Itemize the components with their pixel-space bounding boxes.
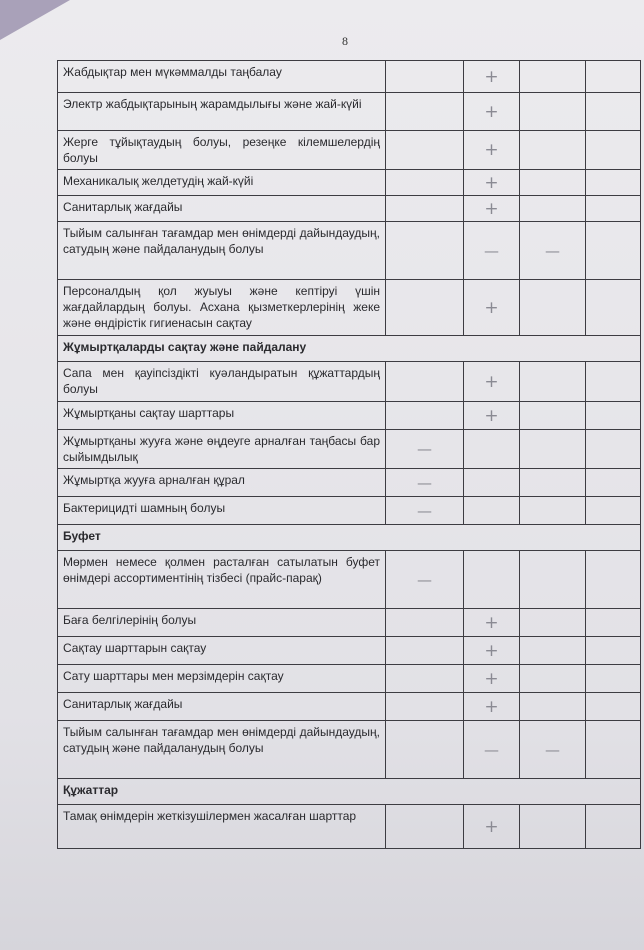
mark-cell-c3: +: [464, 131, 520, 170]
mark-cell-c5: [586, 131, 641, 170]
mark-cell-c2: —: [386, 497, 464, 525]
mark-cell-c3: +: [464, 693, 520, 721]
criterion-text: Тамақ өнімдерін жеткізушілермен жасалған шарттар: [58, 805, 386, 849]
mark-cell-c3: +: [464, 609, 520, 637]
mark-cell-c4: [520, 61, 586, 93]
mark-cell-c4: [520, 430, 586, 469]
mark-cell-c4: [520, 693, 586, 721]
section-heading: Жұмыртқаларды сақтау және пайдалану: [58, 336, 641, 362]
mark-cell-c5: [586, 805, 641, 849]
table-row: [58, 721, 641, 779]
section-row: [58, 525, 641, 551]
mark-cell-c3: +: [464, 637, 520, 665]
table-row: [58, 665, 641, 693]
criterion-text: Жабдықтар мен мүкәммалды таңбалау: [58, 61, 386, 93]
criterion-text: Тыйым салынған тағамдар мен өнімдерді дайындаудың, сатудың және пайдаланудың болуы: [58, 222, 386, 280]
mark-cell-c5: [586, 721, 641, 779]
mark-cell-c2: [386, 402, 464, 430]
mark-cell-c2: —: [386, 430, 464, 469]
mark-cell-c5: [586, 222, 641, 280]
mark-cell-c3: [464, 497, 520, 525]
table-row: [58, 805, 641, 849]
mark-cell-c3: —: [464, 721, 520, 779]
criterion-text: Тыйым салынған тағамдар мен өнімдерді дайындаудың, сатудың және пайдаланудың болуы: [58, 721, 386, 779]
criterion-text: Жұмыртқаны сақтау шарттары: [58, 402, 386, 430]
mark-cell-c2: [386, 362, 464, 402]
mark-cell-c2: [386, 693, 464, 721]
criterion-text: Сату шарттары мен мерзімдерін сақтау: [58, 665, 386, 693]
section-heading: Құжаттар: [58, 779, 641, 805]
criterion-text: Санитарлық жағдайы: [58, 196, 386, 222]
mark-cell-c2: [386, 721, 464, 779]
mark-cell-c3: —: [464, 222, 520, 280]
mark-cell-c5: [586, 665, 641, 693]
criterion-text: Сапа мен қауіпсіздікті куәландыратын құжаттардың болуы: [58, 362, 386, 402]
table-row: [58, 280, 641, 336]
mark-cell-c2: —: [386, 551, 464, 609]
mark-cell-c3: [464, 551, 520, 609]
mark-cell-c5: [586, 196, 641, 222]
criterion-text: Жұмыртқаны жууға және өңдеуге арналған таңбасы бар сыйымдылық: [58, 430, 386, 469]
criterion-text: Баға белгілерінің болуы: [58, 609, 386, 637]
mark-cell-c3: +: [464, 805, 520, 849]
mark-cell-c5: [586, 637, 641, 665]
table-row: [58, 93, 641, 131]
mark-cell-c4: [520, 637, 586, 665]
mark-cell-c2: [386, 609, 464, 637]
mark-cell-c2: [386, 170, 464, 196]
mark-cell-c5: [586, 93, 641, 131]
mark-cell-c2: —: [386, 469, 464, 497]
mark-cell-c3: +: [464, 61, 520, 93]
checklist-table: [57, 60, 641, 849]
mark-cell-c5: [586, 402, 641, 430]
mark-cell-c3: +: [464, 170, 520, 196]
mark-cell-c3: +: [464, 280, 520, 336]
mark-cell-c4: [520, 170, 586, 196]
mark-cell-c4: [520, 196, 586, 222]
criterion-text: Бактерицидті шамның болуы: [58, 497, 386, 525]
criterion-text: Мөрмен немесе қолмен расталған сатылатын буфет өнімдері ассортиментінің тізбесі (прайс-парақ): [58, 551, 386, 609]
mark-cell-c5: [586, 280, 641, 336]
mark-cell-c2: [386, 280, 464, 336]
mark-cell-c5: [586, 61, 641, 93]
criterion-text: Жерге тұйықтаудың болуы, резеңке кілемшелердің болуы: [58, 131, 386, 170]
table-row: [58, 430, 641, 469]
table-row: [58, 402, 641, 430]
mark-cell-c4: [520, 551, 586, 609]
mark-cell-c4: [520, 805, 586, 849]
table-row: [58, 497, 641, 525]
mark-cell-c3: +: [464, 93, 520, 131]
mark-cell-c4: [520, 362, 586, 402]
mark-cell-c4: [520, 497, 586, 525]
criterion-text: Электр жабдықтарының жарамдылығы және жай-күйі: [58, 93, 386, 131]
mark-cell-c4: —: [520, 222, 586, 280]
mark-cell-c2: [386, 805, 464, 849]
mark-cell-c5: [586, 362, 641, 402]
mark-cell-c3: [464, 469, 520, 497]
table-row: [58, 551, 641, 609]
mark-cell-c5: [586, 551, 641, 609]
section-row: [58, 779, 641, 805]
mark-cell-c2: [386, 222, 464, 280]
mark-cell-c2: [386, 61, 464, 93]
mark-cell-c5: [586, 693, 641, 721]
mark-cell-c4: [520, 280, 586, 336]
mark-cell-c4: [520, 131, 586, 170]
mark-cell-c3: +: [464, 402, 520, 430]
mark-cell-c3: +: [464, 665, 520, 693]
criterion-text: Жұмыртқа жууға арналған құрал: [58, 469, 386, 497]
mark-cell-c4: [520, 665, 586, 693]
table-row: [58, 609, 641, 637]
mark-cell-c2: [386, 93, 464, 131]
mark-cell-c2: [386, 131, 464, 170]
mark-cell-c5: [586, 609, 641, 637]
mark-cell-c4: [520, 402, 586, 430]
table-row: [58, 637, 641, 665]
criterion-text: Персоналдың қол жуыуы және кептіруі үшін жағдайлардың болуы. Асхана қызметкерлерінің жеке және өндірістік гигиенасын сақтау: [58, 280, 386, 336]
table-row: [58, 222, 641, 280]
mark-cell-c4: [520, 93, 586, 131]
mark-cell-c2: [386, 637, 464, 665]
section-heading: Буфет: [58, 525, 641, 551]
table-row: [58, 170, 641, 196]
table-row: [58, 693, 641, 721]
page-number: 8: [342, 34, 348, 48]
criterion-text: Механикалық желдетудің жай-күйі: [58, 170, 386, 196]
mark-cell-c5: [586, 170, 641, 196]
section-row: [58, 336, 641, 362]
mark-cell-c3: +: [464, 196, 520, 222]
table-row: [58, 131, 641, 170]
mark-cell-c2: [386, 665, 464, 693]
mark-cell-c4: [520, 609, 586, 637]
mark-cell-c5: [586, 497, 641, 525]
criterion-text: Сақтау шарттарын сақтау: [58, 637, 386, 665]
mark-cell-c5: [586, 430, 641, 469]
table-row: [58, 196, 641, 222]
mark-cell-c4: —: [520, 721, 586, 779]
table-row: [58, 61, 641, 93]
mark-cell-c2: [386, 196, 464, 222]
table-row: [58, 469, 641, 497]
mark-cell-c5: [586, 469, 641, 497]
table-row: [58, 362, 641, 402]
mark-cell-c3: [464, 430, 520, 469]
mark-cell-c3: +: [464, 362, 520, 402]
mark-cell-c4: [520, 469, 586, 497]
criterion-text: Санитарлық жағдайы: [58, 693, 386, 721]
